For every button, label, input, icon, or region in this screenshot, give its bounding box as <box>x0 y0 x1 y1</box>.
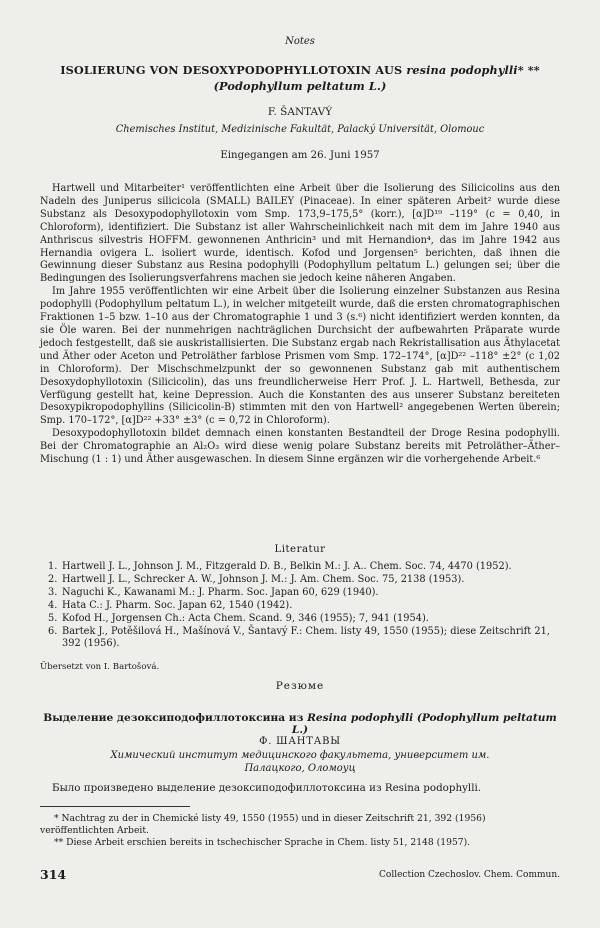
russian-title <box>40 712 560 736</box>
ru-title-tail: (Podophyllum peltatum L.) <box>291 712 557 736</box>
russian-summary: Было произведено выделение дезоксиподофиллотоксина из Resina podophylli. <box>52 782 482 794</box>
reference-number: 6. <box>48 625 58 637</box>
reference-list <box>48 561 560 651</box>
ru-title-main: Выделение дезоксиподофиллотоксина из <box>43 712 308 724</box>
reference-number: 4. <box>48 599 58 611</box>
paragraph: Hartwell und Mitarbeiter¹ veröffentlichten eine Arbeit über die Isolierung des Silicicolins aus den Nadeln des Juniperus silicicola (SMALL) BAILEY (Pinaceae). In einer späteren Arbeit² wurde diese Substanz als Desoxypodophyllotoxin vom Smp. 173,9–175,5° (korr.), [α]D¹⁹ –119° (c = 0,40, in Chloroform), identifiziert. Die Substanz ist aller Wahrscheinlichkeit nach mit dem im Jahre 1940 aus Anthriscus silvestris HOFFM. gewonnenen Anthricin³ und mit Hernandion⁴, das im Jahre 1942 aus Hernandia ovigera L. isoliert wurde, identisch. Kofod und Jorgensen⁵ berichten, daß ihnen die Gewinnung dieser Substanz aus Resina podophylli (Podophyllum peltatum L.) gelungen sei; über die Bedingungen des Isolierungsverfahrens machen sie jedoch keine näheren Angaben. <box>40 183 560 285</box>
summary-heading: Резюме <box>275 680 325 692</box>
translator-note: Übersetzt von I. Bartošová. <box>40 662 160 672</box>
reference-text: Kofod H., Jorgensen Ch.: Acta Chem. Scand. 9, 346 (1955); 7, 941 (1954). <box>62 612 429 624</box>
reference-item <box>48 587 560 600</box>
reference-number: 2. <box>48 573 58 585</box>
reference-text: Naguchi K., Kawanami M.: J. Pharm. Soc. Japan 60, 629 (1940). <box>62 586 379 598</box>
footnote-rule <box>40 806 190 807</box>
reference-item <box>48 613 560 626</box>
title-subtitle: (Podophyllum peltatum L.) <box>213 79 387 93</box>
reference-item <box>48 600 560 613</box>
footnote: * Nachtrag zu der in Chemické listy 49, 1550 (1955) und in dieser Zeitschrift 21, 392 (1956) veröffentlichten Arbeit. <box>40 813 486 836</box>
affiliation: Chemisches Institut, Medizinische Fakultät, Palacký Universität, Olomouc <box>115 124 485 135</box>
running-head: Notes <box>285 36 315 47</box>
literature-heading: Literatur <box>274 544 326 555</box>
reference-text: Hartwell J. L., Schrecker A. W., Johnson J. M.: J. Am. Chem. Soc. 75, 2138 (1953). <box>62 573 465 585</box>
article-title <box>40 62 560 94</box>
paragraph: Desoxypodophyllotoxin bildet demnach einen konstanten Bestandteil der Droge Resina podophylli. Bei der Chromatographie an Al₂O₃ wird diese wenig polare Substanz bereits mit Petroläther–Äther–Mischung (1 : 1) und Äther ausgewaschen. In diesem Sinne ergänzen wir die vorhergehende Arbeit.⁶ <box>40 428 560 466</box>
journal-name: Collection Czechoslov. Chem. Commun. <box>379 870 560 880</box>
reference-item <box>48 561 560 574</box>
title-main: ISOLIERUNG VON DESOXYPODOPHYLLOTOXIN AUS <box>60 63 407 77</box>
received-date: Eingegangen am 26. Juni 1957 <box>220 150 380 161</box>
reference-text: Hata C.: J. Pharm. Soc. Japan 62, 1540 (1942). <box>62 599 293 611</box>
body-text <box>40 183 560 467</box>
reference-text: Bartek J., Potěšilová H., Mašínová V., Šantavý F.: Chem. listy 49, 1550 (1955); diese Zeitschrift 21, 392 (1956). <box>62 625 550 650</box>
title-italic: resina podophylli <box>406 63 518 77</box>
reference-item <box>48 574 560 587</box>
ru-title-italic: Resina podophylli <box>307 712 414 724</box>
footnotes <box>40 813 560 849</box>
author: F. ŠANTAVÝ <box>267 106 333 118</box>
russian-affiliation: Химический институт медицинского факультета, университет им. Палацкого, Оломоуц <box>110 750 490 774</box>
reference-number: 1. <box>48 561 58 572</box>
page-number: 314 <box>40 867 67 882</box>
footnote: ** Diese Arbeit erschien bereits in tschechischer Sprache in Chem. listy 51, 2148 (1957). <box>54 837 471 848</box>
reference-number: 3. <box>48 586 58 598</box>
reference-text: Hartwell J. L., Johnson J. M., Fitzgerald D. B., Belkin M.: J. A.. Chem. Soc. 74, 4470 (1952). <box>62 561 512 572</box>
russian-author: Ф. ШАНТАВЫ <box>259 736 341 747</box>
title-marks: * ** <box>517 63 540 77</box>
reference-item <box>48 626 560 652</box>
paragraph: Im Jahre 1955 veröffentlichten wir eine Arbeit über die Isolierung einzelner Substanzen aus Resina podophylli (Podophyllum peltatum L.), in welcher mitgeteilt wurde, daß die ersten chromatographischen Fraktionen 1–5 bzw. 1–10 aus der Chromatographie 1 und 3 (s.⁶) nicht identifiziert werden konnten, da sie Öle waren. Bei der nunmehrigen nachträglichen Durchsicht der aufbewahrten Präparate wurde jedoch festgestellt, daß sie auskristallisierten. Die Substanz ergab nach Rekristallisation aus Äthylacetat und Äther oder Aceton und Petroläther farblose Prismen vom Smp. 172–174°, [α]D²² –118° ±2° (c 1,02 in Chloroform). Der Mischschmelzpunkt der so gewonnenen Substanz gab mit authentischem Desoxydophyllotoxin (Silicicolin), das uns freundlicherweise Herr Prof. J. L. Hartwell, Bethesda, zur Verfügung gestellt hat, keine Depression. Auch die Konstanten des aus unserer Substanz bereiteten Desoxypikropodophyllins (Silicicolin-B) stimmten mit den von Hartwell² angegebenen Werten überein; Smp. 170–172°, [α]D²² +33° ±3° (c = 0,72 in Chloroform). <box>40 286 560 427</box>
reference-number: 5. <box>48 612 58 624</box>
